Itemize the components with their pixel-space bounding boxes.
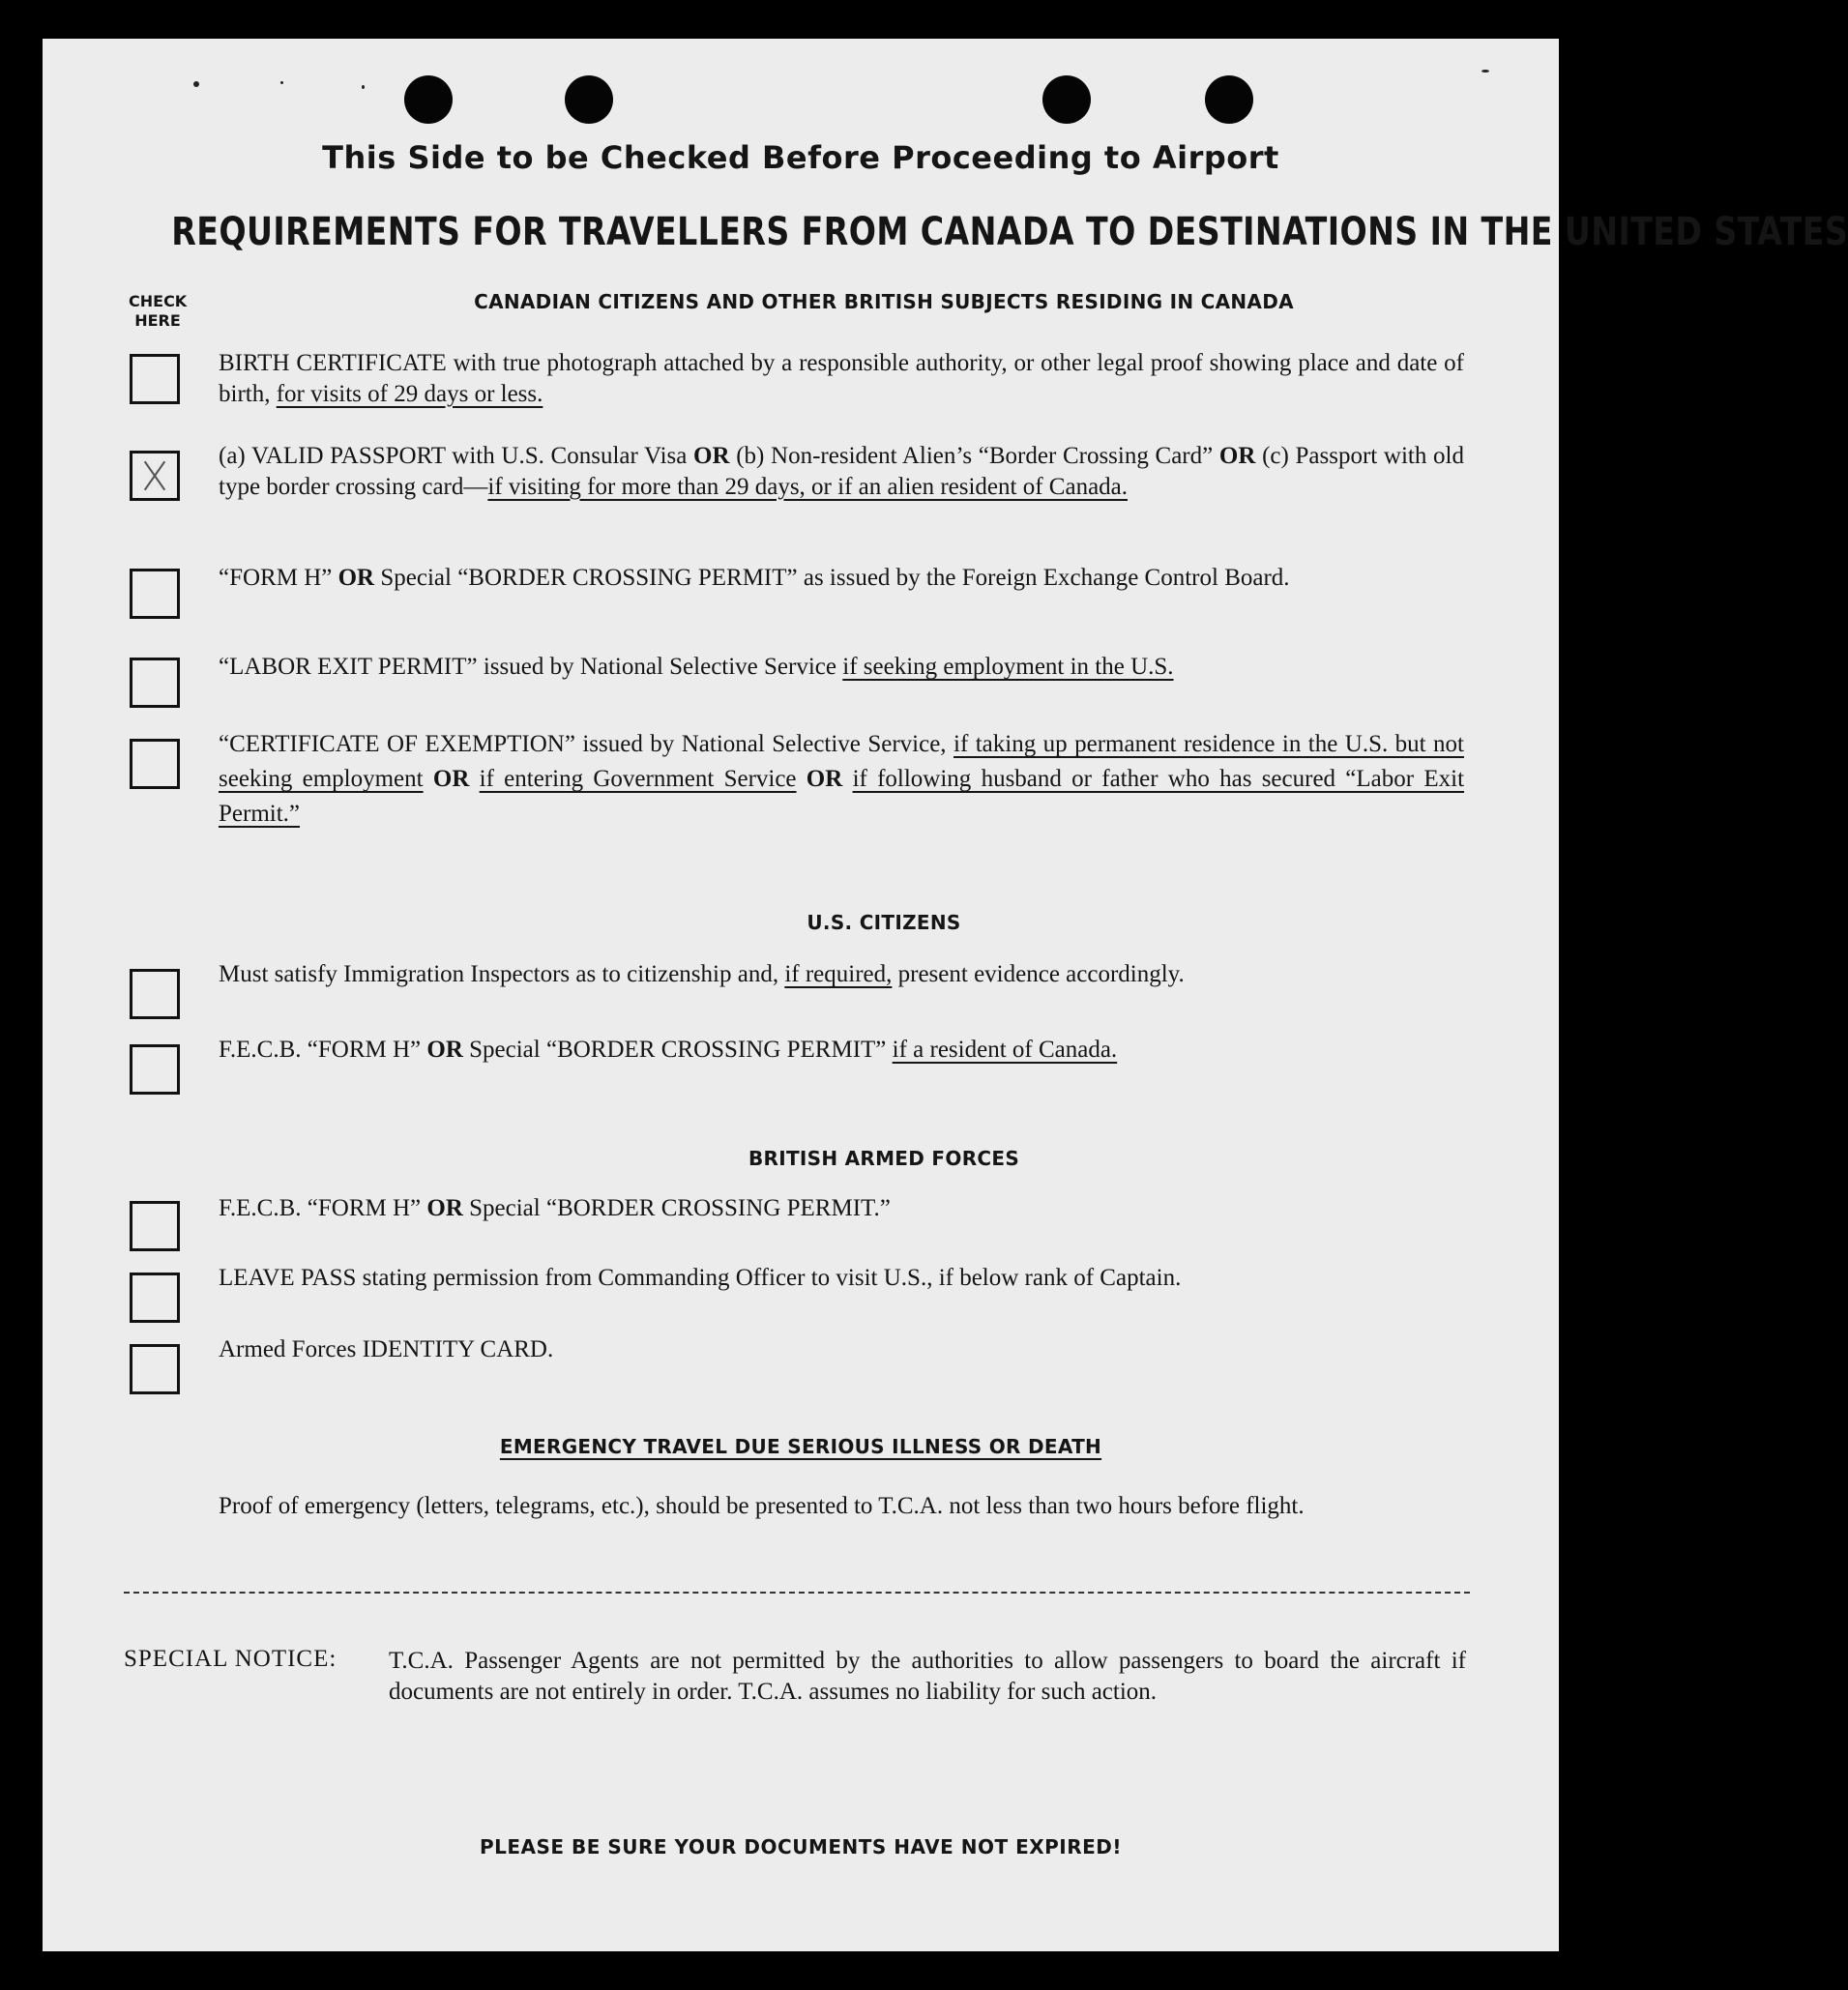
section-heading-us-citizens: U.S. CITIZENS: [807, 911, 961, 934]
checkbox-identity-card[interactable]: [130, 1344, 180, 1394]
req-or: OR: [796, 766, 853, 792]
req-text: Special “BORDER CROSSING PERMIT”: [462, 1037, 893, 1063]
req-condition: if a resident of Canada.: [892, 1037, 1118, 1063]
checkbox-leave-pass[interactable]: [130, 1273, 180, 1323]
requirement-certificate-of-exemption: [219, 727, 1464, 832]
req-condition: if seeking employment in the U.S.: [842, 654, 1174, 680]
checkbox-valid-passport[interactable]: [130, 451, 180, 501]
req-text: “LABOR EXIT PERMIT” issued by National Selective Service: [219, 654, 843, 680]
req-text: Armed Forces IDENTITY CARD.: [219, 1336, 554, 1362]
req-text: F.E.C.B. “FORM H”: [219, 1037, 427, 1063]
req-or: OR: [426, 1195, 463, 1221]
paper-speck: [280, 81, 283, 84]
checkbox-labor-exit-permit[interactable]: [130, 658, 180, 708]
req-text: Must satisfy Immigration Inspectors as to citizenship and,: [219, 961, 785, 987]
req-or: OR: [693, 443, 730, 469]
req-or: OR: [423, 766, 480, 792]
req-condition: if following husband or father who has secured “Labor Exit Permit.”: [219, 766, 1465, 827]
punch-hole: [565, 75, 613, 124]
requirement-valid-passport: [219, 441, 1464, 502]
req-text: “FORM H”: [219, 565, 338, 591]
punch-hole: [404, 75, 453, 124]
check-here-label: [122, 292, 193, 331]
requirement-labor-exit-permit: [219, 652, 1464, 683]
footer-warning: PLEASE BE SURE YOUR DOCUMENTS HAVE NOT EXPIRED!: [479, 1835, 1123, 1858]
check-here-text: CHECK HERE: [129, 292, 188, 330]
req-condition: if taking up permanent residence in the U.S. but not seeking employment: [219, 731, 1464, 792]
req-or: OR: [1218, 443, 1256, 469]
req-text: BIRTH CERTIFICATE with true photograph attached by a responsible authority, or other legal proof showing place and date of birth,: [219, 350, 1464, 407]
emergency-text: Proof of emergency (letters, telegrams, etc.), should be presented to T.C.A. not less than two hours before flight.: [219, 1493, 1305, 1519]
punch-hole: [1042, 75, 1091, 124]
paper-speck: [1481, 70, 1489, 73]
requirement-identity-card: [219, 1334, 1464, 1365]
special-notice-text: T.C.A. Passenger Agents are not permitted by the authorities to allow passengers to board the aircraft if documents are not entirely in order. T.C.A. assumes no liability for such action.: [389, 1648, 1466, 1705]
req-text: Special “BORDER CROSSING PERMIT.”: [462, 1195, 891, 1221]
emergency-heading-text: EMERGENCY TRAVEL DUE SERIOUS ILLNESS OR DEATH: [499, 1435, 1102, 1458]
section-heading-british-forces: BRITISH ARMED FORCES: [748, 1147, 1020, 1170]
section-heading-canadian: CANADIAN CITIZENS AND OTHER BRITISH SUBJECTS RESIDING IN CANADA: [474, 290, 1294, 313]
req-condition: for visits of 29 days or less.: [276, 380, 543, 407]
paper-speck: [362, 85, 365, 89]
punch-hole: [1205, 75, 1253, 124]
req-text: “CERTIFICATE OF EXEMPTION” issued by National Selective Service,: [219, 731, 954, 757]
checkbox-forces-form-h[interactable]: [130, 1201, 180, 1251]
checkbox-birth-certificate[interactable]: [130, 354, 180, 404]
main-heading: REQUIREMENTS FOR TRAVELLERS FROM CANADA TO DESTINATIONS IN THE UNITED STATES: [171, 210, 1848, 254]
special-notice-label: SPECIAL NOTICE:: [124, 1646, 337, 1672]
checkbox-certificate-of-exemption[interactable]: [130, 739, 180, 789]
req-or: OR: [337, 565, 375, 591]
checkbox-satisfy-inspectors[interactable]: [130, 969, 180, 1019]
requirement-satisfy-inspectors: [219, 959, 1464, 990]
requirement-form-h: [219, 563, 1464, 594]
requirement-forces-form-h: [219, 1193, 1464, 1224]
divider-line: [124, 1592, 1470, 1594]
section-heading-emergency: [43, 1435, 1559, 1458]
document-page: [43, 39, 1848, 1951]
requirement-us-form-h: [219, 1035, 1464, 1066]
req-condition: if required,: [784, 961, 893, 987]
req-text: (b) Non-resident Alien’s “Border Crossing Card”: [729, 443, 1219, 469]
req-text: LEAVE PASS stating permission from Commanding Officer to visit U.S., if below rank of Captain.: [219, 1265, 1182, 1291]
checkbox-us-form-h[interactable]: [130, 1044, 180, 1095]
req-text: F.E.C.B. “FORM H”: [219, 1195, 427, 1221]
req-text: Special “BORDER CROSSING PERMIT” as issued by the Foreign Exchange Control Board.: [374, 565, 1290, 591]
req-text: (c) Passport with old type border crossing card—: [219, 443, 1464, 500]
req-or: OR: [426, 1037, 463, 1063]
requirement-leave-pass: [219, 1263, 1464, 1294]
page-title: This Side to be Checked Before Proceeding to Airport: [322, 139, 1279, 176]
checkbox-form-h[interactable]: [130, 569, 180, 619]
req-text: (a) VALID PASSPORT with U.S. Consular Visa: [219, 443, 694, 469]
requirement-birth-certificate: [219, 348, 1464, 409]
req-text: present evidence accordingly.: [892, 961, 1185, 987]
req-condition: if entering Government Service: [479, 766, 797, 792]
paper-speck: [193, 81, 199, 87]
req-condition: if visiting for more than 29 days, or if an alien resident of Canada.: [487, 473, 1129, 500]
